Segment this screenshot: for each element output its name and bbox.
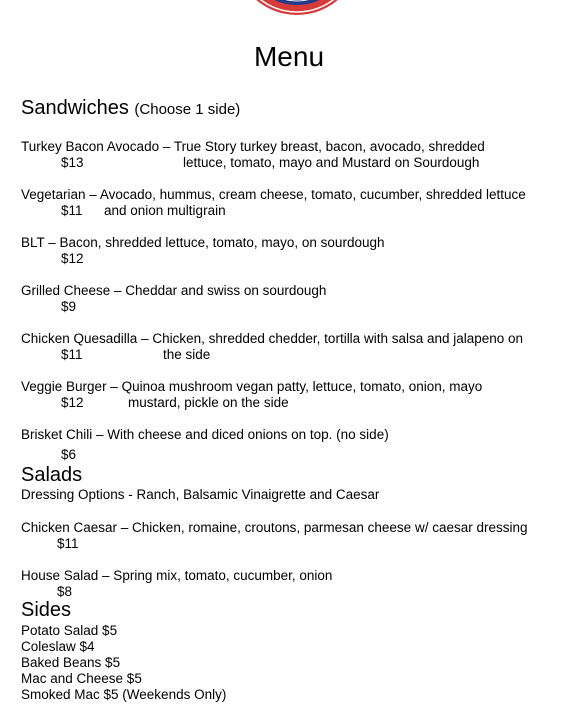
menu-item-line: BLT – Bacon, shredded lettuce, tomato, mayo, on sourdough	[21, 235, 385, 250]
section-heading-sandwiches	[21, 97, 240, 121]
menu-item-line: Turkey Bacon Avocado – True Story turkey breast, bacon, avocado, shredded	[21, 139, 485, 154]
menu-item-price: $11	[61, 347, 83, 362]
menu-item-price: $12	[61, 395, 84, 410]
side-item: Potato Salad $5	[21, 623, 118, 638]
menu-item-description: and onion multigrain	[104, 203, 226, 218]
menu-item-line: Grilled Cheese – Cheddar and swiss on sourdough	[21, 283, 327, 298]
menu-item-line: Chicken Caesar – Chicken, romaine, croutons, parmesan cheese w/ caesar dressing	[21, 520, 528, 535]
menu-item-line: House Salad – Spring mix, tomato, cucumber, onion	[21, 568, 333, 583]
sandwiches-heading: Sandwiches	[21, 97, 129, 119]
side-item: Coleslaw $4	[21, 639, 95, 654]
menu-item-description: mustard, pickle on the side	[128, 395, 289, 410]
menu-item-line: Vegetarian – Avocado, hummus, cream cheese, tomato, cucumber, shredded lettuce	[21, 187, 526, 202]
menu-item-price: $8	[57, 584, 73, 599]
dressing-options: Dressing Options - Ranch, Balsamic Vinaigrette and Caesar	[21, 487, 380, 502]
side-item: Baked Beans $5	[21, 655, 121, 670]
menu-item-price: $6	[61, 447, 77, 462]
menu-item-price: $12	[61, 251, 84, 266]
page-title: Menu	[253, 41, 325, 72]
menu-item-price: $13	[61, 155, 84, 170]
menu-item-price: $11	[57, 536, 79, 551]
menu-item-description: lettuce, tomato, mayo and Mustard on Sourdough	[183, 155, 480, 170]
menu-item-price: $11	[61, 203, 83, 218]
salads-heading: Salads	[21, 464, 83, 486]
side-item: Smoked Mac $5 (Weekends Only)	[21, 687, 227, 702]
menu-item-price: $9	[61, 299, 77, 314]
menu-item-line: Brisket Chili – With cheese and diced onions on top. (no side)	[21, 427, 389, 442]
sandwiches-note: (Choose 1 side)	[134, 101, 241, 118]
menu-item-description: the side	[163, 347, 211, 362]
side-item: Mac and Cheese $5	[21, 671, 142, 686]
restaurant-logo	[233, 0, 361, 16]
menu-item-line: Chicken Quesadilla – Chicken, shredded chedder, tortilla with salsa and jalapeno on	[21, 331, 524, 346]
sides-heading: Sides	[21, 599, 72, 621]
menu-item-line: Veggie Burger – Quinoa mushroom vegan patty, lettuce, tomato, onion, mayo	[21, 379, 483, 394]
